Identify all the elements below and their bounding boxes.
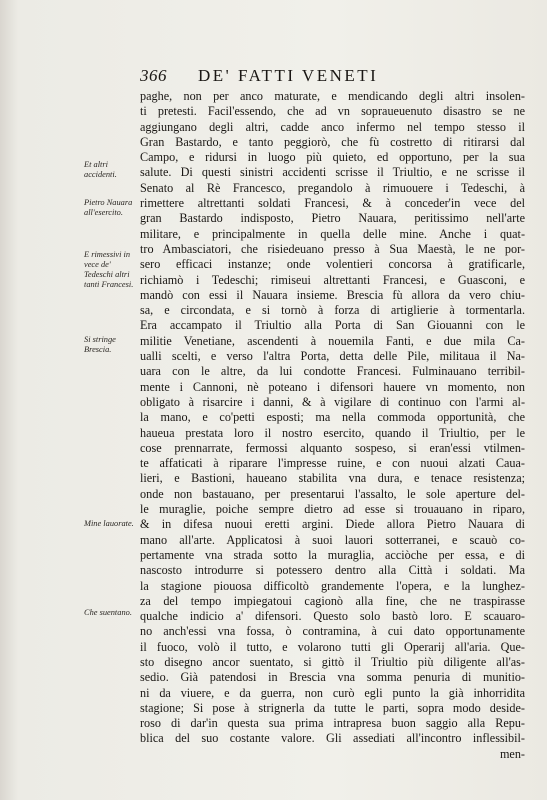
margin-note: E rimessivi in vece de' Tedeschi altri tanti Francesi. <box>84 250 134 289</box>
text-line: ni da viuere, e da guerra, non curò egli punto la già inhorridita <box>140 685 525 700</box>
text-line: le muraglie, poiche sempre dietro ad esse si trouauano in riparo, <box>140 502 525 517</box>
text-line: uara con le altre, da lui condotte Francesi. Fulminauano terribil- <box>140 364 525 379</box>
text-line: aggiungano degli altri, cadde anco infermo nel tempo stesso il <box>140 119 525 134</box>
text-line: mente i Cannoni, nè poteano i difensori hauere vn momento, non <box>140 379 525 394</box>
text-line: cose prennarrate, fermossi alquanto sospeso, si eran'essi vtilmen- <box>140 440 525 455</box>
text-line: la stagione piouosa difficoltò grandemente l'opera, e la lunghez- <box>140 578 525 593</box>
running-title: DE' FATTI VENETI <box>198 66 379 85</box>
text-line: sa, e circondata, e si tornò à forza di artiglierie à tormentarla. <box>140 303 525 318</box>
text-line: pertamente vna strada sotto la muraglia, acciòche per essa, e di <box>140 547 525 562</box>
text-line: te affaticati à riparare l'impresse ruine, e con nuoui alzati Caua- <box>140 456 525 471</box>
text-line: sero efficaci instanze; onde volentieri concorsa à gratificarle, <box>140 257 525 272</box>
text-line: lieri, e Bastioni, haueano stabilita vna dura, e tenace resistenza; <box>140 471 525 486</box>
text-line: onde non bastauano, per presentarui l'assalto, le sole aperture del- <box>140 486 525 501</box>
text-line: ti pretesti. Facil'essendo, che ad vn sopraueuenuto disastro se ne <box>140 104 525 119</box>
text-line: la mano, e co'petti esposti; ma nella commoda opportunità, che <box>140 410 525 425</box>
text-line: Senato al Rè Francesco, pregandolo à rimuouere i Tedeschi, à <box>140 180 525 195</box>
text-line: tro Ambasciatori, che risiedeuano presso à Sua Maestà, le ne por- <box>140 241 525 256</box>
text-line: & in difesa nuoui eretti argini. Diede allora Pietro Nauara di <box>140 517 525 532</box>
margin-note: Pietro Nauara all'esercito. <box>84 198 133 217</box>
text-line: za del tempo impiegatoui cagionò alla fine, che ne traspirasse <box>140 593 525 608</box>
text-line: obligato à risarcire i danni, & à vigilare di continuo con l'armi al- <box>140 394 525 409</box>
text-line: il fuoco, volò il tutto, e volarono tutti gli Operarij all'aria. Que- <box>140 639 525 654</box>
text-line: sto disegno ancor suentato, si gittò il Triultio più diligente all'as- <box>140 654 525 669</box>
text-line: militie Venetiane, ascendenti à nouemila Fanti, e due mila Ca- <box>140 333 525 348</box>
text-line: haueua prestata loro il nostro esercito, quando il Triultio, per le <box>140 425 525 440</box>
margin-note: Si stringe Brescia. <box>84 335 116 354</box>
text-line: blica del suo costante valore. Gli assediati all'incontro inflessibil- <box>140 731 525 746</box>
text-line: paghe, non per anco maturate, e mendicando degli altri insolen- <box>140 89 525 103</box>
catchword: men- <box>499 746 525 761</box>
text-line: rimettere altrettanti soldati Francesi, & à conceder'in vece del <box>140 196 525 211</box>
text-line: stagione; Si pose à strignerla da tutte le parti, sopra modo deside- <box>140 700 525 715</box>
margin-note: Mine lauorate. <box>84 519 134 528</box>
text-line: mandò con essi il Nauara insieme. Brescia fù allora da vero chiu- <box>140 287 525 302</box>
text-line: no anch'essi vna fossa, ò contramina, à cui dato opportunamente <box>140 624 525 639</box>
text-line: militare, e principalmente in quella delle mine. Anche i quat- <box>140 226 525 241</box>
text-line: Campo, e ridursi in luogo più quieto, ed opportuno, per la sua <box>140 150 525 165</box>
text-line: Era accampato il Triultio alla Porta di San Giouanni con le <box>140 318 525 333</box>
text-line: ualli scelti, e verso l'altra Porta, detta delle Pile, militaua il Na- <box>140 349 525 364</box>
text-line: salute. Di questi sinistri accidenti scrisse il Triultio, e ne scrisse il <box>140 165 525 180</box>
text-line: qualche indicio a' difensori. Questo solo bastò loro. E scauaro- <box>140 609 525 624</box>
text-line: roso di dar'in questa sua prima intrapresa buon saggio alla Repu- <box>140 716 525 731</box>
margin-note: Che suentano. <box>84 608 132 617</box>
body-text <box>140 89 525 762</box>
text-line: mano all'arte. Applicatosi à suoi lauori sotterranei, e scauò co- <box>140 532 525 547</box>
margin-note: Et altri accidenti. <box>84 160 117 179</box>
text-line: sedio. Già patendosi in Brescia vna somma penuria di munitio- <box>140 670 525 685</box>
page-header <box>140 66 520 88</box>
text-line: richiamò i Tedeschi; rimiseui altrettanti Francesi, e Guasconi, e <box>140 272 525 287</box>
text-line: nascosto introdurre si potessero dentro alla Città i soldati. Ma <box>140 563 525 578</box>
text-line: gran Bastardo indisposto, Pietro Nauara, peritissimo nell'arte <box>140 211 525 226</box>
text-line: Gran Bastardo, e tanto peggiorò, che fù costretto di ritirarsi dal <box>140 134 525 149</box>
page-number: 366 <box>140 66 167 85</box>
